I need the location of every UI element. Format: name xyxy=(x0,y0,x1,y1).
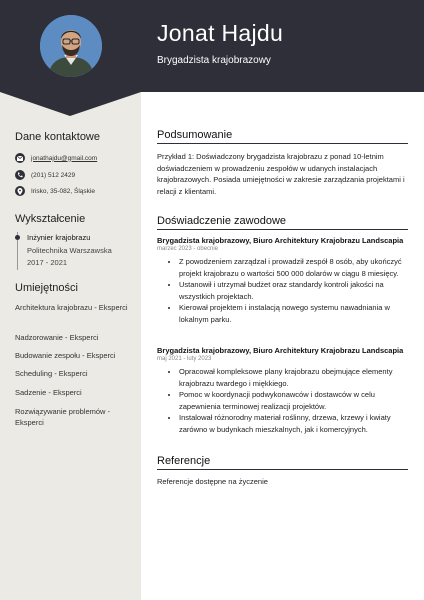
references-heading: Referencje xyxy=(157,455,211,467)
education-years: 2017 - 2021 xyxy=(27,258,68,267)
skill-item: Budowanie zespołu - Eksperci xyxy=(15,351,116,360)
job-date: marzec 2023 - obecnie xyxy=(157,246,219,252)
location-icon xyxy=(15,186,25,196)
avatar xyxy=(40,15,102,77)
candidate-name: Jonat Hajdu xyxy=(157,20,284,46)
section-divider xyxy=(157,229,408,230)
education-heading: Wykształcenie xyxy=(15,213,86,225)
job-bullet: • Z powodzeniem zarządzał i prowadził zespół 8 osób, aby ukończyć projekt krajobrazu o wartości 500 000 dolarów w ciągu 8 miesięcy. xyxy=(179,256,408,279)
email-icon xyxy=(15,153,25,163)
contact-phone-text: (201) 512 2429 xyxy=(31,171,76,179)
job-title: Brygadzista krajobrazowy, Biuro Architektury Krajobrazu Landscapia xyxy=(157,236,404,245)
contact-location xyxy=(15,186,95,196)
job-title: Brygadzista krajobrazowy, Biuro Architektury Krajobrazu Landscapia xyxy=(157,346,404,355)
job-bullets xyxy=(157,256,408,325)
references-text: Referencje dostępne na życzenie xyxy=(157,477,268,486)
summary-text: Przykład 1: Doświadczony brygadzista krajobrazu z ponad 10-letnim doświadczeniem w prowadzeniu zespołów w udanych instalacjach krajobrazowych. Posiada umiejętności w zakresie zarządzania projektami i relacji z klientami. xyxy=(157,152,405,196)
section-divider xyxy=(157,469,408,470)
sidebar xyxy=(0,92,141,600)
job-bullet: • Pomoc w koordynacji podwykonawców i dostawców w celu zapewnienia terminowej realizacji projektów. xyxy=(179,389,408,412)
skill-item: Architektura krajobrazu - Eksperci xyxy=(15,303,128,312)
job-date: maj 2021 - luty 2023 xyxy=(157,356,212,362)
education-entry xyxy=(17,232,112,270)
timeline-dot-icon xyxy=(15,235,20,240)
education-school: Politechnika Warszawska xyxy=(27,245,112,255)
skill-item: Rozwiązywanie problemów - Eksperci xyxy=(15,407,111,427)
skill-item: Scheduling - Eksperci xyxy=(15,369,88,378)
job-bullets xyxy=(157,366,408,435)
experience-heading: Doświadczenie zawodowe xyxy=(157,215,287,227)
phone-icon xyxy=(15,170,25,180)
candidate-job-title: Brygadzista krajobrazowy xyxy=(157,55,271,66)
header-notch xyxy=(0,92,141,116)
contact-email[interactable] xyxy=(15,153,97,163)
skills-heading: Umiejętności xyxy=(15,282,78,294)
job-bullet: • Kierował projektem i instalacją nowego systemu nawadniania w lokalnym parku. xyxy=(179,302,408,325)
profile-photo-icon xyxy=(40,15,102,77)
contact-phone xyxy=(15,170,75,180)
summary-heading: Podsumowanie xyxy=(157,129,233,141)
job-bullet: • Opracował kompleksowe plany krajobrazu obejmujące elementy krajobrazu twardego i miękkiego. xyxy=(179,366,408,389)
education-degree: Inżynier krajobrazu xyxy=(27,233,91,242)
skill-item: Sadzenie - Eksperci xyxy=(15,388,82,397)
contact-heading: Dane kontaktowe xyxy=(15,131,100,143)
contact-email-text[interactable]: jonathajdu@gmail.com xyxy=(31,154,98,162)
skill-item: Nadzorowanie - Eksperci xyxy=(15,333,99,342)
job-bullet: • Instalował różnorodny materiał roślinny, drzewa, krzewy i kwiaty zarówno w budynkach mieszkalnych, jak i komercyjnych. xyxy=(179,412,408,435)
job-bullet: • Ustanowił i utrzymał budżet oraz standardy kontroli jakości na wszystkich projektach. xyxy=(179,279,408,302)
contact-location-text: Irisko, 35-082, Śląskie xyxy=(31,187,95,195)
section-divider xyxy=(157,143,408,144)
